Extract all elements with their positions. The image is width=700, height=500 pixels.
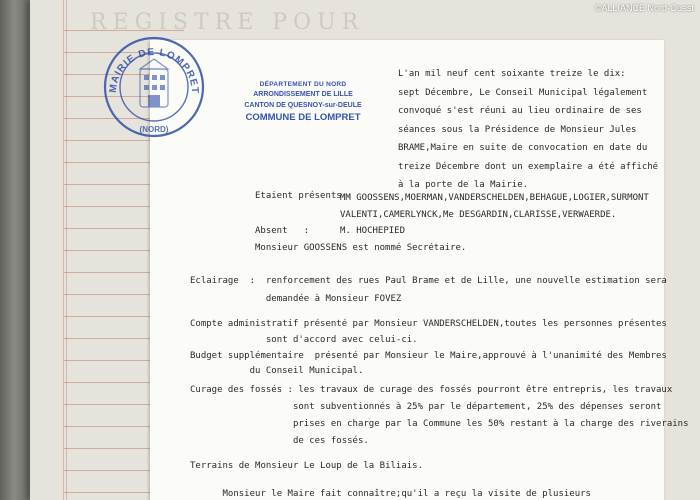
agenda-item-terrains: Terrains de Monsieur Le Loup de la Biliais. [190, 461, 423, 471]
agenda-item-visite: Monsieur le Maire fait connaître;qu'il a reçu la visite de plusieurs [190, 489, 591, 499]
watermark-credit: ©ALLIANCE Nord-Ouest [594, 3, 694, 13]
presents-label: Etaient présents : [255, 191, 353, 201]
seal-label: MAIRIE DE LOMPRET [107, 46, 201, 95]
svg-text:(NORD): (NORD) [139, 125, 169, 134]
commune-header-stamp [228, 80, 378, 124]
intro-paragraph: L'an mil neuf cent soixante treize le dix: sept Décembre, Le Conseil Municipal légalement convoqué s'est réuni au lieu ordinaire de ses séances sous la Présidence de Monsieur Jules BRAME,Maire en suite de convocation en date du treize Décembre dont un exemplaire a été affiché à la porte de la Mairie. [398, 69, 659, 190]
secretary-line: Monsieur GOOSSENS est nommé Secrétaire. [255, 243, 467, 253]
stamp-arrondissement: ARRONDISSEMENT DE LILLE [253, 91, 353, 98]
mairie-seal-stamp [102, 35, 206, 139]
stamp-department: DÉPARTEMENT DU NORD [259, 81, 347, 88]
seal-emblem-icon [140, 59, 168, 107]
agenda-item-curage-des-fosses: Curage des fossés : les travaux de curage des fossés pourront être entrepris, les travaux sont subventionnés à 25% par le département, 25% des dépenses seront prises en charge par la Commune les 50% restant à la charge des riverains de ces fossés. [190, 385, 689, 446]
stamp-canton: CANTON DE QUESNOY-sur-DEULE [244, 102, 362, 109]
presents-names: MM GOOSSENS,MOERMAN,VANDERSCHELDEN,BEHAGUE,LOGIER,SURMONT VALENTI,CAMERLYNCK,Me DESGARDIN,CLARISSE,VERWAERDE. [340, 193, 649, 220]
ledger-header-faded-print: REGISTRE POUR [90, 10, 365, 35]
agenda-item-compte-administratif: Compte administratif présenté par Monsieur VANDERSCHELDEN,toutes les personnes présentes sont d'accord avec celui-ci. [190, 319, 667, 345]
agenda-item-budget-supplementaire: Budget supplémentaire présenté par Monsieur le Maire,approuvé à l'unanimité des Membres du Conseil Municipal. [190, 351, 667, 376]
agenda-item-eclairage: Eclairage : renforcement des rues Paul Brame et de Lille, une nouvelle estimation sera demandée à Monsieur FOVEZ [190, 276, 667, 304]
absent-value: M. HOCHEPIED [340, 226, 406, 236]
absent-label: Absent : [255, 226, 310, 236]
stamp-commune: COMMUNE DE LOMPRET [245, 112, 361, 123]
